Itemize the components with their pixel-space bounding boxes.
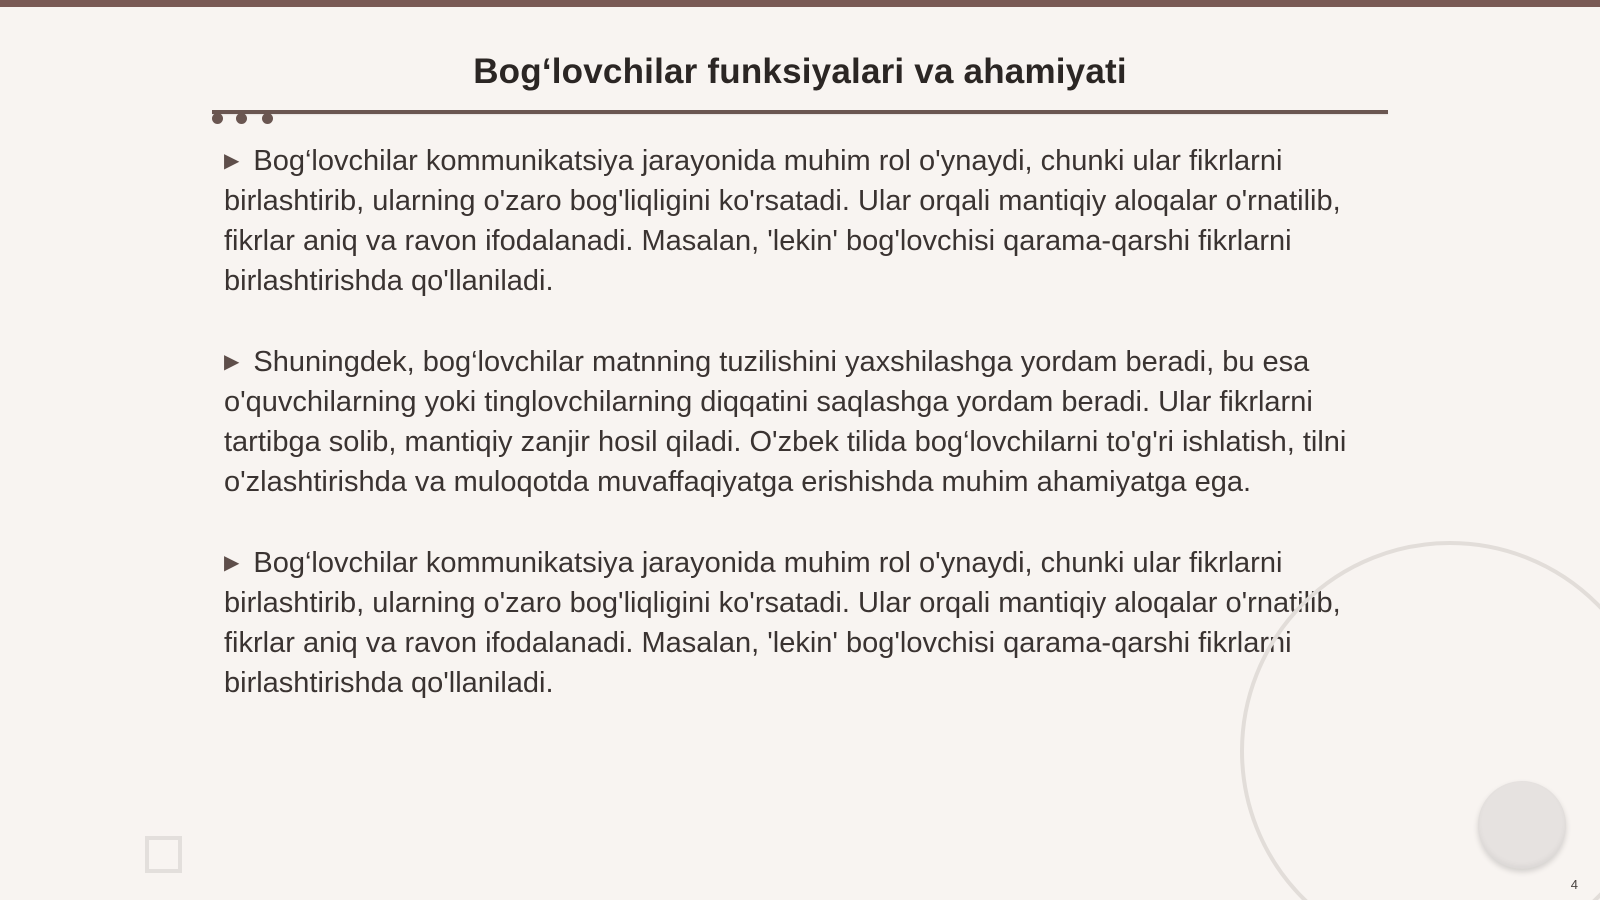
divider-dot	[212, 113, 223, 124]
triangle-bullet-icon: ▶	[224, 150, 240, 172]
title-divider	[212, 110, 1388, 114]
triangle-bullet-icon: ▶	[224, 552, 240, 574]
triangle-bullet-icon: ▶	[224, 351, 240, 373]
bullet-paragraph	[224, 141, 1374, 301]
decorative-square	[145, 836, 182, 873]
paragraph-text: Shuningdek, bog‘lovchilar matnning tuzilishini yaxshilashga yordam beradi, bu esa o'quvchilarning yoki tinglovchilarning diqqatini saqlashga yordam beradi. Ular fikrlarni tartibga solib, mantiqiy zanjir hosil qiladi. O'zbek tilida bog‘lovchilarni to'g'ri ishlatish, tilni o'zlashtirishda va muloqotda muvaffaqiyatga erishishda muhim ahamiyatga ega.	[224, 346, 1347, 498]
decorative-circle	[1478, 781, 1566, 869]
page-number: 4	[1570, 877, 1578, 892]
paragraph-text: Bog‘lovchilar kommunikatsiya jarayonida muhim rol o'ynaydi, chunki ular fikrlarni birlashtirib, ularning o'zaro bog'liqligini ko'rsatadi. Ular orqali mantiqiy aloqalar o'rnatilib, fikrlar aniq va ravon ifodalanadi. Masalan, 'lekin' bog'lovchisi qarama-qarshi fikrlarni birlashtirishda qo'llaniladi.	[224, 547, 1341, 699]
divider-dot	[236, 113, 247, 124]
divider-dot	[262, 113, 273, 124]
slide-body	[224, 141, 1374, 744]
bullet-paragraph	[224, 543, 1374, 703]
paragraph-text: Bog‘lovchilar kommunikatsiya jarayonida muhim rol o'ynaydi, chunki ular fikrlarni birlashtirib, ularning o'zaro bog'liqligini ko'rsatadi. Ular orqali mantiqiy aloqalar o'rnatilib, fikrlar aniq va ravon ifodalanadi. Masalan, 'lekin' bog'lovchisi qarama-qarshi fikrlarni birlashtirishda qo'llaniladi.	[224, 145, 1341, 297]
top-accent-bar	[0, 0, 1600, 7]
slide-title: Bog‘lovchilar funksiyalari va ahamiyati	[473, 52, 1127, 91]
bullet-paragraph	[224, 342, 1374, 502]
